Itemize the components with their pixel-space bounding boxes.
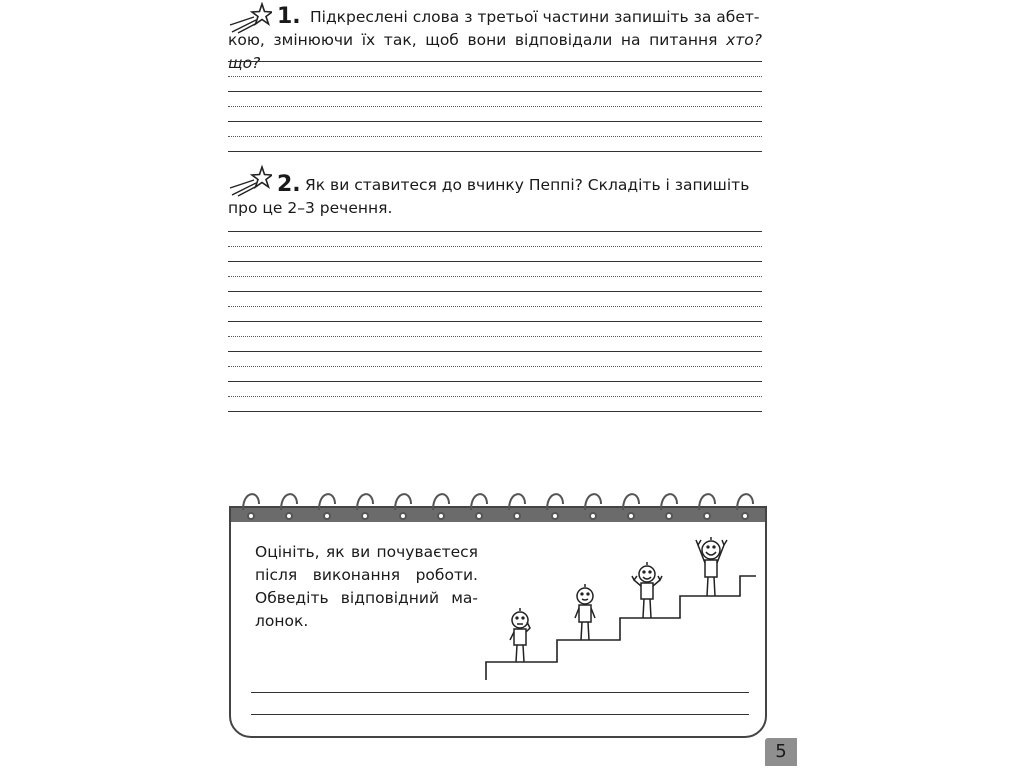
writing-line[interactable] [228, 231, 762, 232]
task-1-number: 1. [277, 4, 301, 29]
writing-line[interactable] [228, 411, 762, 412]
self-assessment-instruction: Оцініть, як ви почуваєтеся після виконання роботи. Обведіть відповідний ма-лонок. [255, 543, 478, 630]
writing-line[interactable] [228, 61, 762, 62]
writing-guide-line [228, 106, 762, 107]
task-2-line-2: про це 2–3 речення. [228, 199, 393, 217]
task-2-line-1: Як ви ставитеся до вчинку Пеппі? Складіть і запишіть [305, 176, 750, 194]
writing-line[interactable] [228, 121, 762, 122]
task-2-number: 2. [277, 172, 301, 197]
shooting-star-icon [228, 165, 272, 197]
writing-guide-line [228, 136, 762, 137]
writing-guide-line [228, 76, 762, 77]
writing-line[interactable] [228, 381, 762, 382]
writing-line[interactable] [228, 261, 762, 262]
writing-guide-line [228, 396, 762, 397]
task-1-text [310, 6, 762, 29]
writing-line[interactable] [228, 151, 762, 152]
writing-guide-line [228, 336, 762, 337]
writing-line[interactable] [228, 291, 762, 292]
task-1-line-2: кою, змінюючи їх так, щоб вони відповідали на питання [228, 31, 718, 49]
writing-guide-line [228, 246, 762, 247]
writing-guide-line [228, 306, 762, 307]
task-2-text [305, 174, 762, 197]
task-1-text-line-2 [228, 29, 762, 75]
self-assessment-notepad [229, 506, 767, 738]
writing-guide-line [228, 276, 762, 277]
writing-line[interactable] [228, 351, 762, 352]
task-1-line-1: Підкреслені слова з третьої частини запишіть за абет- [310, 8, 760, 26]
task-2-text-line-2 [228, 197, 762, 220]
task-1-question: хто? що? [228, 31, 762, 72]
answer-line[interactable] [251, 692, 749, 693]
writing-line[interactable] [228, 91, 762, 92]
answer-line[interactable] [251, 714, 749, 715]
writing-guide-line [228, 366, 762, 367]
writing-line[interactable] [228, 321, 762, 322]
page-number: 5 [765, 738, 797, 766]
notepad-binding-strip [231, 508, 765, 522]
